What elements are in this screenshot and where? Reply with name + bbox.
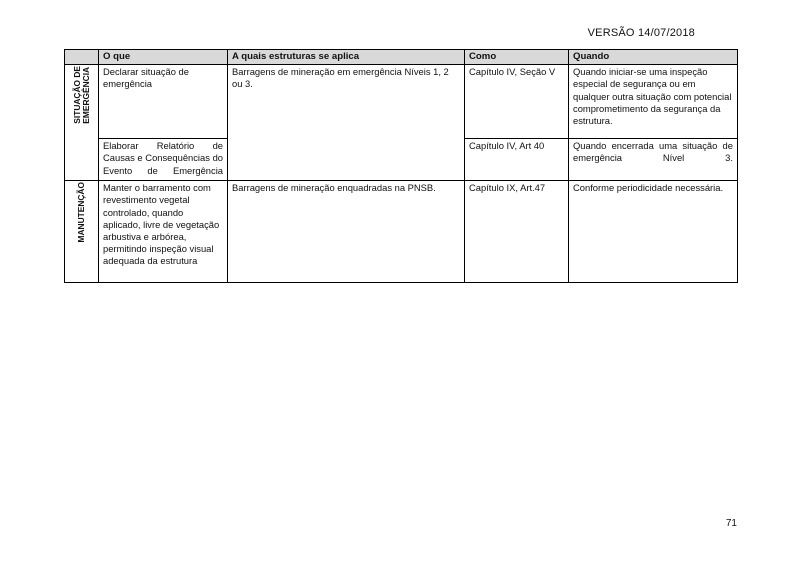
header-how: Como bbox=[465, 50, 569, 65]
cell-applies-to: Barragens de mineração em emergência Níveis 1, 2 ou 3. bbox=[228, 65, 465, 139]
table-row bbox=[65, 139, 738, 181]
header-when: Quando bbox=[569, 50, 738, 65]
cell-applies-to bbox=[228, 139, 465, 181]
cell-when: Quando encerrada uma situação de emergência Nível 3. bbox=[569, 139, 738, 181]
page-number: 71 bbox=[725, 518, 737, 529]
section-label-line2: EMERGÊNCIA bbox=[80, 66, 91, 124]
section-label-emergency bbox=[65, 65, 99, 181]
cell-how: Capítulo IX, Art.47 bbox=[465, 181, 569, 283]
cell-what: Elaborar Relatório de Causas e Consequências do Evento de Emergência bbox=[99, 139, 228, 181]
table-row bbox=[65, 181, 738, 283]
obligations-table bbox=[64, 49, 738, 283]
cell-what: Declarar situação de emergência bbox=[99, 65, 228, 139]
cell-how: Capítulo IV, Seção V bbox=[465, 65, 569, 139]
header-applies-to: A quais estruturas se aplica bbox=[228, 50, 465, 65]
cell-what: Manter o barramento com revestimento vegetal controlado, quando aplicado, livre de vegetação arbustiva e arbórea, permitindo inspeção visual adequada da estrutura bbox=[99, 181, 228, 283]
table-row bbox=[65, 65, 738, 139]
section-label-line1: SITUAÇÃO DE bbox=[71, 66, 82, 124]
header-section bbox=[65, 50, 99, 65]
section-label-maintenance bbox=[65, 181, 99, 283]
version-header: VERSÃO 14/07/2018 bbox=[587, 27, 695, 39]
table-header-row bbox=[65, 50, 738, 65]
section-label-line1: MANUTENÇÃO bbox=[76, 182, 86, 243]
cell-applies-to: Barragens de mineração enquadradas na PNSB. bbox=[228, 181, 465, 283]
cell-when: Conforme periodicidade necessária. bbox=[569, 181, 738, 283]
cell-when: Quando iniciar-se uma inspeção especial de segurança ou em qualquer outra situação com potencial comprometimento da segurança da estrutura. bbox=[569, 65, 738, 139]
cell-how: Capítulo IV, Art 40 bbox=[465, 139, 569, 181]
header-what: O que bbox=[99, 50, 228, 65]
